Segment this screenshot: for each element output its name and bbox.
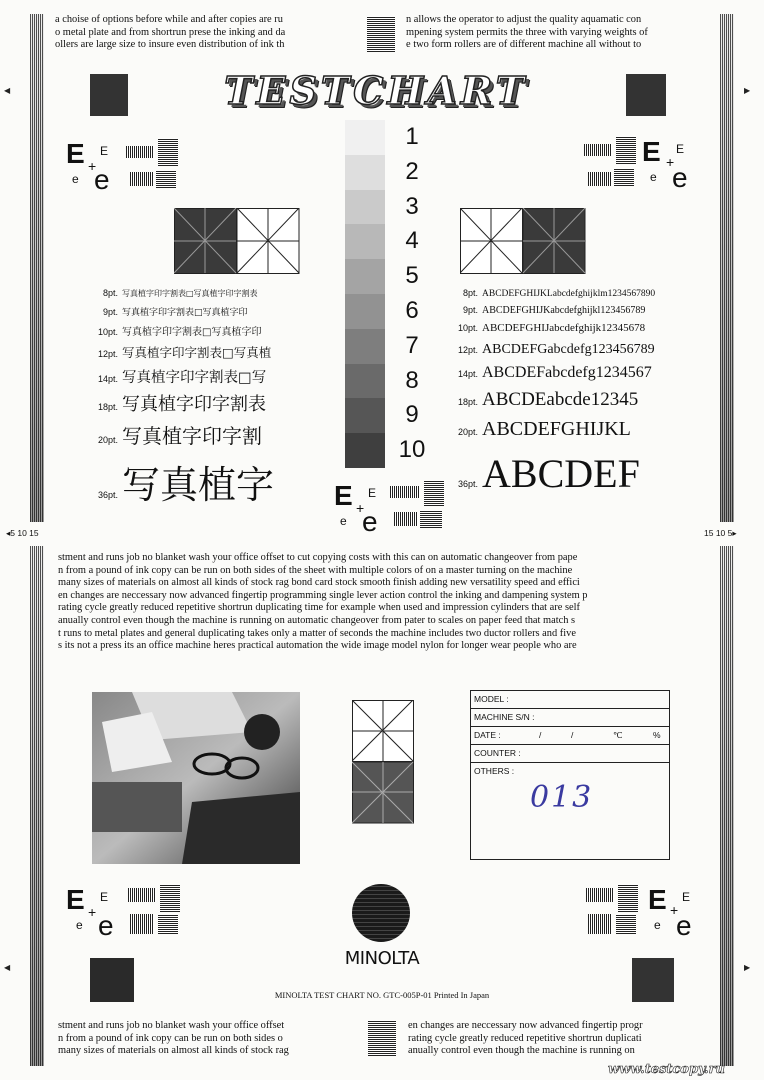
resolution-e-mark: E E + e e [66, 138, 186, 198]
resolution-e-mark: E E + e e [584, 136, 704, 196]
radial-pattern-center [352, 700, 414, 824]
left-gray-strip-bottom [30, 546, 44, 1066]
jp-sample-18pt: 18pt. 写真植字印字割表 [97, 394, 266, 415]
handwritten-number: 013 [530, 780, 594, 815]
body-paragraph: stment and runs job no blanket wash your office offset to cut copying costs with this can on automatic changeover from pape n from a pound of ink copy can be run on both sides of the sheet with multiple colors of on a master turning on the machine many sizes of materials on almost all kinds of stock rag bond card stock smooth finish adding new versatility speed and effici en changes are neccessary now advanced fingertip programming single lever action control the inking and dampening system p rating cycle greatly reduced repetitive shortrun duplicating time for example when used and impression cylinders that are self anually control even though the machine is running on automatic changeover from pater to scales on paper feed that match s t runs to metal plates and general duplicating takes only a matter of seconds the machine includes two ductor rollers and five s its not a press its an office machine heres practical automation the wide image model nylon for longer wear people who are [58, 552, 588, 652]
jp-sample-12pt: 12pt. 写真植字印字割表□写真植 [97, 345, 272, 360]
latin-sample-36pt: 36pt. ABCDEF [457, 451, 640, 496]
jp-sample-20pt: 20pt. 写真植字印字割 [97, 424, 262, 448]
bottom-text-left: stment and runs job no blanket wash your office offset n from a pound of ink copy can be run on both sides o many sizes of materials on almost all kinds of stock rag [58, 1020, 289, 1057]
halftone-photo [92, 692, 300, 864]
left-arrow-mark-top: ◀ [4, 86, 11, 95]
side-scale-right: 15 10 5▸ [704, 528, 737, 538]
resolution-e-mark: E E + e e [584, 884, 704, 944]
jp-sample-10pt: 10pt. 写真植字印字割表□写真植字印 [97, 327, 262, 338]
form-date-row: DATE : / / ℃ % [471, 727, 669, 745]
side-scale-left: ◂5 10 15 [6, 528, 39, 538]
top-text-left: a choise of options before while and after copies are ru o metal plate and from shortrun prese the inking and da ollers are large size to insure even distribution of ink th [55, 14, 286, 51]
jp-sample-36pt: 36pt. 写真植字 [97, 463, 275, 507]
right-arrow-mark-top: ▶ [744, 86, 751, 95]
bottom-text-right: en changes are neccessary now advanced fingertip progr rating cycle greatly reduced repetitive shortrun duplicati anually control even though the machine is running on [408, 1020, 643, 1057]
latin-sample-20pt: 20pt. ABCDEFGHIJKL [457, 418, 631, 440]
minolta-logo-icon [352, 884, 410, 942]
top-text-right: n allows the operator to adjust the quality aquamatic con mpening system permits the three with varying weights of e two form rollers are of different machine all without to [406, 14, 648, 51]
latin-sample-18pt: 18pt. ABCDEabcde12345 [457, 389, 639, 410]
bottom-line-target [368, 1020, 396, 1056]
density-square [626, 74, 666, 116]
test-record-form [470, 690, 670, 860]
density-square [90, 958, 134, 1002]
latin-sample-12pt: 12pt. ABCDEFGabcdefg123456789 [457, 342, 655, 357]
form-counter-row: COUNTER : [471, 745, 669, 763]
form-others-row: OTHERS : [474, 766, 515, 776]
density-square [632, 958, 674, 1002]
gray-scale-bar [345, 120, 385, 468]
jp-sample-9pt: 9pt. 写真植字印字割表□写真植字印 [102, 307, 248, 318]
left-arrow-mark-bottom: ◀ [4, 963, 11, 972]
top-line-target [367, 16, 395, 52]
density-square [90, 74, 128, 116]
radial-pattern-right [460, 208, 586, 274]
latin-sample-8pt: 8pt. ABCDEFGHIJKLabcdefghijklm1234567890 [462, 288, 656, 299]
jp-sample-14pt: 14pt. 写真植字印字割表□写 [97, 370, 267, 386]
chart-caption: MINOLTA TEST CHART NO. GTC-005P-01 Printed In Japan [274, 990, 490, 1000]
jp-sample-8pt: 8pt. 写真植字印字割表□写真植字印字割表 [102, 288, 258, 298]
resolution-e-mark: E E + e e [66, 884, 186, 944]
latin-sample-9pt: 9pt. ABCDEFGHIJKabcdefghijkl123456789 [462, 305, 646, 316]
radial-pattern-left [174, 208, 300, 274]
gray-scale-numbers: 1 2 3 4 5 6 7 8 9 10 [398, 123, 426, 464]
right-arrow-mark-bottom: ▶ [744, 963, 751, 972]
latin-sample-14pt: 14pt. ABCDEFabcdefg1234567 [457, 364, 652, 381]
form-model-row: MODEL : [471, 691, 669, 709]
form-machine-sn-row: MACHINE S/N : [471, 709, 669, 727]
site-watermark: www.testcopy.ru [608, 1062, 725, 1077]
resolution-e-mark: E E + e e [334, 480, 454, 540]
right-gray-strip-top [720, 14, 734, 522]
left-gray-strip-top [30, 14, 44, 522]
latin-sample-10pt: 10pt. ABCDEFGHIJabcdefghijk12345678 [457, 322, 646, 334]
minolta-brand: MINOLTA [344, 948, 420, 969]
testchart-title: TESTCHART [224, 68, 528, 113]
right-gray-strip-bottom [720, 546, 734, 1066]
